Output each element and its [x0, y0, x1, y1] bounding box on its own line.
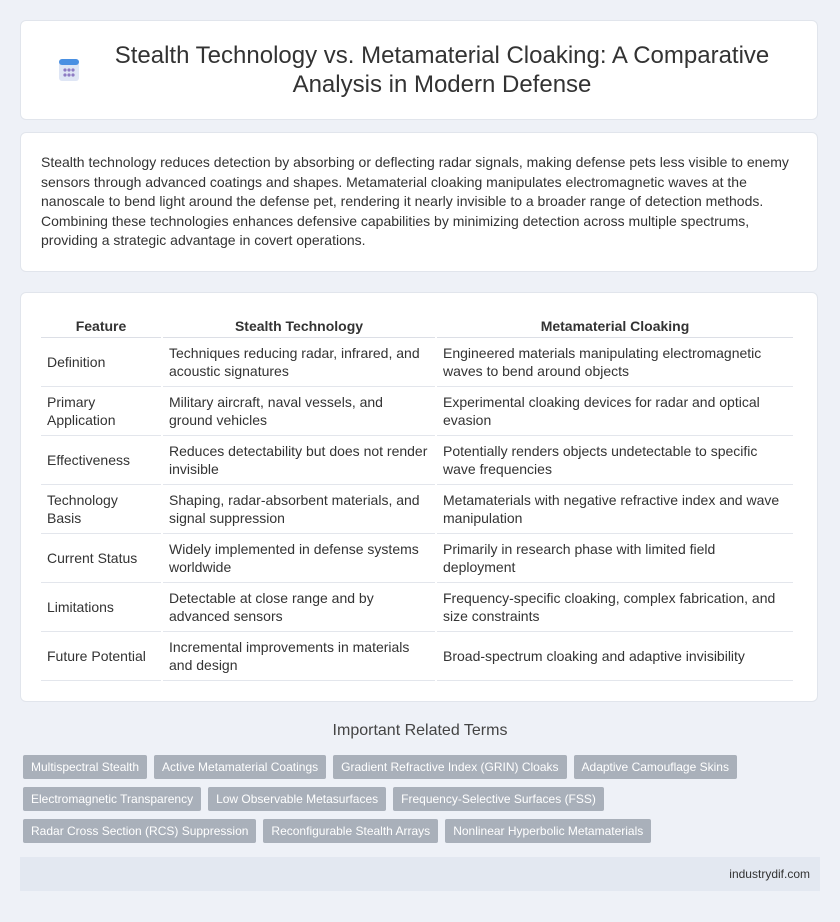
header-feature: Feature: [41, 311, 161, 338]
document-calendar-icon: [56, 57, 82, 83]
table-row: [41, 387, 793, 436]
row-stealth: Detectable at close range and by advanced sensors: [163, 583, 435, 632]
related-term-tag[interactable]: Active Metamaterial Coatings: [154, 755, 326, 779]
row-stealth: Shaping, radar-absorbent materials, and signal suppression: [163, 485, 435, 534]
tag-row: [23, 755, 813, 779]
row-stealth: Techniques reducing radar, infrared, and acoustic signatures: [163, 338, 435, 387]
row-stealth: Widely implemented in defense systems worldwide: [163, 534, 435, 583]
tag-row: [23, 819, 813, 843]
related-term-tag[interactable]: Reconfigurable Stealth Arrays: [263, 819, 438, 843]
related-term-tag[interactable]: Frequency-Selective Surfaces (FSS): [393, 787, 604, 811]
header-metamaterial: Metamaterial Cloaking: [437, 311, 793, 338]
table-row: [41, 583, 793, 632]
row-metamaterial: Engineered materials manipulating electromagnetic waves to bend around objects: [437, 338, 793, 387]
table-row: [41, 632, 793, 681]
row-feature: Effectiveness: [41, 436, 161, 485]
related-terms-title: Important Related Terms: [332, 722, 508, 739]
row-metamaterial: Metamaterials with negative refractive index and wave manipulation: [437, 485, 793, 534]
footer-site-link[interactable]: industrydif.com: [729, 867, 810, 881]
related-term-tag[interactable]: Electromagnetic Transparency: [23, 787, 201, 811]
row-feature: Limitations: [41, 583, 161, 632]
related-terms-tags: [23, 755, 813, 851]
related-term-tag[interactable]: Low Observable Metasurfaces: [208, 787, 386, 811]
row-feature: Primary Application: [41, 387, 161, 436]
footer: [20, 857, 820, 891]
row-metamaterial: Potentially renders objects undetectable to specific wave frequencies: [437, 436, 793, 485]
title-wrap: [56, 41, 782, 99]
row-metamaterial: Primarily in research phase with limited field deployment: [437, 534, 793, 583]
related-term-tag[interactable]: Radar Cross Section (RCS) Suppression: [23, 819, 256, 843]
related-term-tag[interactable]: Adaptive Camouflage Skins: [574, 755, 737, 779]
tag-row: [23, 787, 813, 811]
table-row: [41, 485, 793, 534]
row-metamaterial: Frequency-specific cloaking, complex fabrication, and size constraints: [437, 583, 793, 632]
table-header-row: [41, 311, 793, 338]
comparison-table: [39, 311, 795, 681]
table-row: [41, 338, 793, 387]
header-stealth: Stealth Technology: [163, 311, 435, 338]
comparison-table-card: [20, 292, 818, 702]
row-metamaterial: Experimental cloaking devices for radar and optical evasion: [437, 387, 793, 436]
page-title: Stealth Technology vs. Metamaterial Cloaking: A Comparative Analysis in Modern Defense: [114, 42, 770, 98]
row-metamaterial: Broad-spectrum cloaking and adaptive invisibility: [437, 632, 793, 681]
row-stealth: Military aircraft, naval vessels, and ground vehicles: [163, 387, 435, 436]
table-row: [41, 436, 793, 485]
table-row: [41, 534, 793, 583]
intro-card: [20, 132, 818, 272]
related-term-tag[interactable]: Nonlinear Hyperbolic Metamaterials: [445, 819, 651, 843]
related-term-tag[interactable]: Gradient Refractive Index (GRIN) Cloaks: [333, 755, 566, 779]
related-term-tag[interactable]: Multispectral Stealth: [23, 755, 147, 779]
row-stealth: Incremental improvements in materials and design: [163, 632, 435, 681]
row-feature: Technology Basis: [41, 485, 161, 534]
row-feature: Current Status: [41, 534, 161, 583]
header-card: [20, 20, 818, 120]
row-feature: Future Potential: [41, 632, 161, 681]
row-feature: Definition: [41, 338, 161, 387]
row-stealth: Reduces detectability but does not render invisible: [163, 436, 435, 485]
intro-paragraph: Stealth technology reduces detection by absorbing or deflecting radar signals, making defense pets less visible to enemy sensors through advanced coatings and shapes. Metamaterial cloaking manipulates electromagnetic waves at the nanoscale to bend light around the defense pet, rendering it nearly invisible to a broader range of detection methods. Combining these technologies enhances defensive capabilities by minimizing detection across multiple spectrums, providing a strategic advantage in covert operations.: [41, 154, 789, 248]
